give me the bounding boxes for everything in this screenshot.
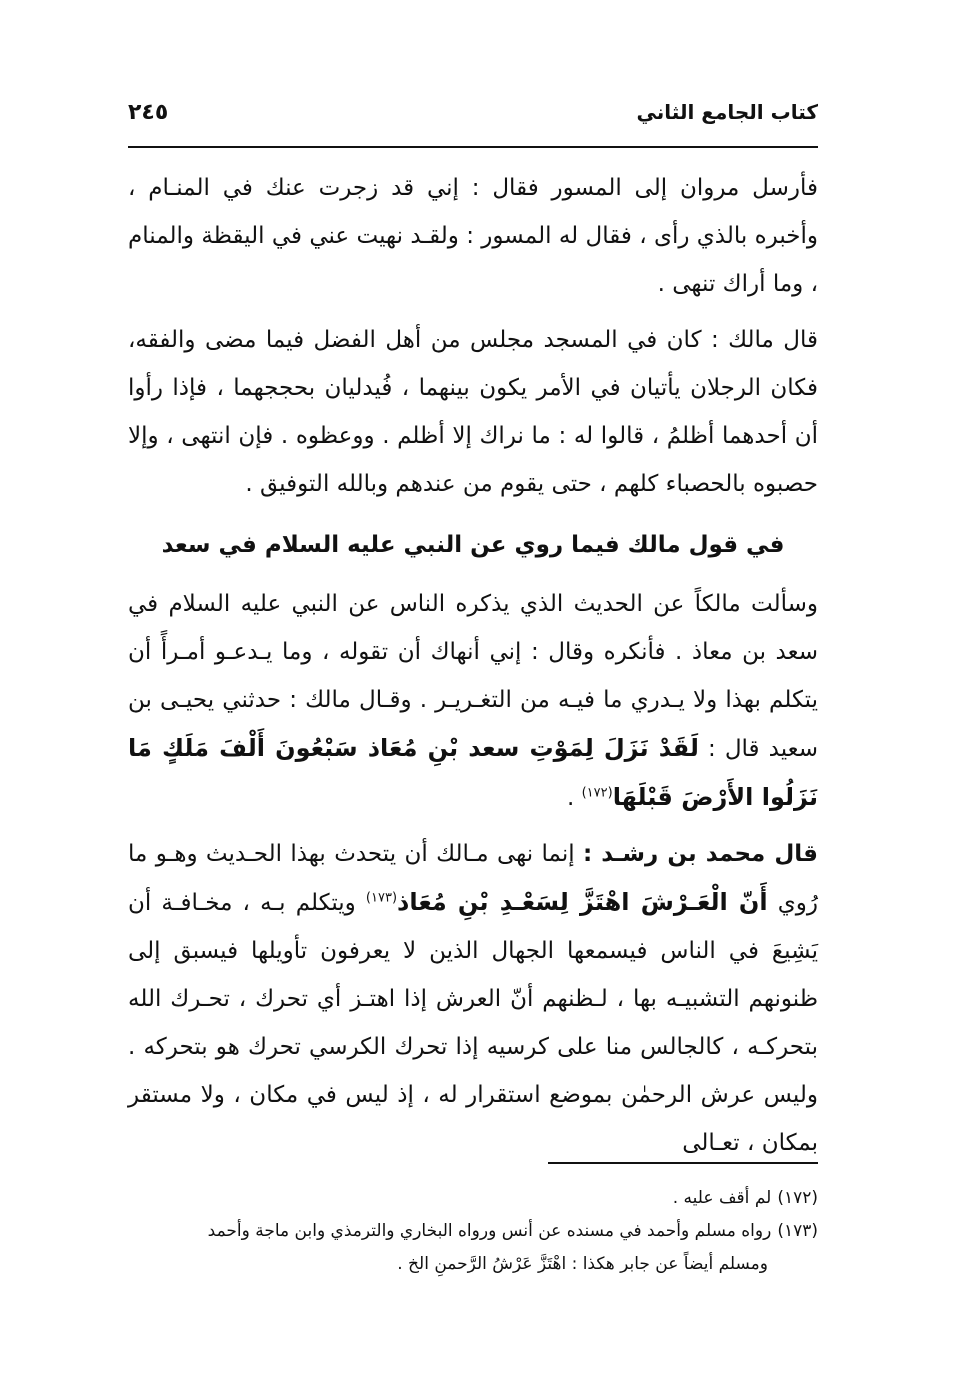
section-heading: في قول مالك فيما روي عن النبي عليه السلام في سعد — [161, 532, 785, 558]
paragraph — [128, 580, 818, 822]
footnote-reference[interactable]: (١٧٢) — [581, 785, 613, 801]
running-title: كتاب الجامع الثاني — [636, 100, 818, 124]
running-header — [128, 100, 818, 144]
footnote-continuation: ومسلم أيضاً عن جابر هكذا : اهْتَزَّ عَرْشُ الرَّحمنِ الخ . — [397, 1254, 768, 1274]
footnotes — [128, 1182, 818, 1281]
footnote-text: لم أقف عليه . — [672, 1188, 772, 1208]
footnote-number: (١٧٣) — [777, 1221, 818, 1241]
footnote-reference[interactable]: (١٧٣) — [365, 890, 398, 906]
footnote-rule — [548, 1162, 818, 1164]
paragraph-text: وسألت مالكاً عن الحديث الذي يذكره الناس عن النبي عليه السلام في سعد بن معاذ . فأنكره وقال : إني أنهاك أن تقوله ، وما يـدعـو أمـرأً أن يتكلم بهذا ولا يـدري ما فيـه من التغـريـر . وقـال مالك : حدثني يحيـى بن سعيد قال : — [128, 591, 819, 762]
paragraph — [128, 830, 818, 1167]
paragraph-text: ويتكلم بـه ، مخـافـة أن يَشِيعَ في الناس فيسمعها الجهال الذين لا يعرفون تأويلها فيسبق إلى ظنونهم التشبيـه بها ، لـظنهم أنّ العرش إذا اهتـز أي تحرك ، تحـرك الله بتحركـه ، كالجالس منا على كرسيه إذا تحرك الكرسي تحرك هو بتحركه . وليس عرش الرحمٰن بموضع استقرار له ، إذ ليس في مكان ، ولا مستقر بمكان ، تعـالى — [128, 890, 818, 1156]
hadith-quote: لَقَدْ نَزَلَ لِمَوْتِ سعد بْنِ مُعَاذ سَبْعُونَ أَلْفَ مَلَكٍ مَا نَزَلُوا الأَرْضَ قَبْلَهَا — [128, 734, 818, 811]
paragraph: فأرسل مروان إلى المسور فقال : إني قد زجرت عنك في المنـام ، وأخبره بالذي رأى ، فقال له المسور : ولقـد نهيت عني في اليقظة والمنام ، وما أراك تنهى . — [128, 175, 818, 297]
footnote — [128, 1215, 818, 1248]
hadith-quote: أَنّ الْعَـرْشَ اهْتَزَّ لِسَعْـدِ بْنِ مُعَاذ — [397, 888, 768, 916]
footnote-number: (١٧٢) — [777, 1188, 818, 1208]
paragraph: قال مالك : كان في المسجد مجلس من أهل الفضل فيما مضى والفقه، فكان الرجلان يأتيان في الأمر يكون بينهما ، فُيدليان بحججهما ، فإذا رأوا أن أحدهما أظلمُ ، قالوا له : ما نراك إلا أظلم . ووعظوه . فإن انتهى ، وإلا حصبوه بالحصباء كلهم ، حتى يقوم من عندهم وبالله التوفيق . — [128, 327, 818, 497]
header-rule — [128, 146, 818, 148]
commentator-name: قال محمد بن رشـد : — [583, 841, 818, 867]
page-number: ٢٤٥ — [128, 100, 169, 125]
paragraph-text: إنما نهى مـالك أن يتحدث بهذا الحـديث وهـو ما رُوي — [128, 841, 819, 916]
sentence-end: . — [566, 785, 582, 811]
main-text — [128, 164, 818, 1167]
footnote — [128, 1182, 818, 1215]
footnote-text: رواه مسلم وأحمد في مسنده عن أنس ورواه البخاري والترمذي وابن ماجة وأحمد — [207, 1221, 772, 1241]
